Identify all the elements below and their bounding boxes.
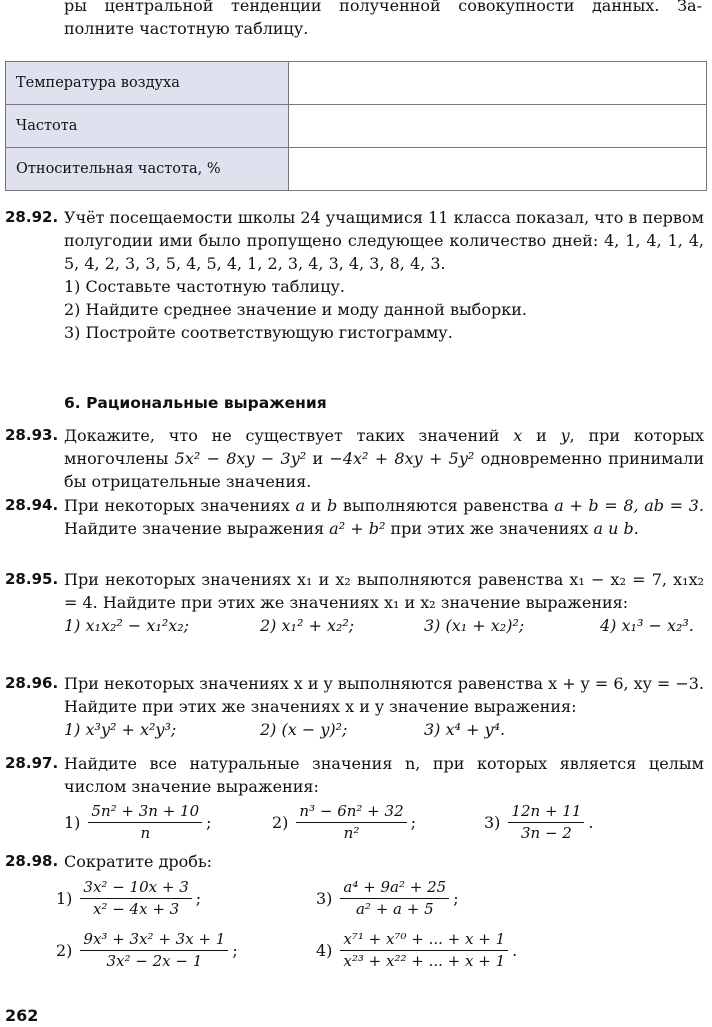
problem-number: 28.92. [5, 208, 59, 226]
problem-number: 28.95. [5, 570, 59, 588]
section-title: 6. Рациональные выражения [64, 394, 327, 412]
fraction-item: 4) $\frac{\text{x⁷¹ + x⁷⁰ + ... + x + 1}}{\text{x²³ + x²² + ... + x + 1}}$ . [316, 930, 518, 970]
problem-number: 28.97. [5, 754, 59, 772]
table-cell-empty [289, 148, 707, 191]
option: 2) (x − y)²; [260, 720, 348, 739]
problem-28-92 [5, 206, 704, 344]
fraction: $\frac{\text{5n² + 3n + 10}}{n}$ [88, 801, 202, 844]
fraction: $\frac{\text{n³ − 6n² + 32}}{\text{n²}}$ [296, 801, 406, 844]
problem-number: 28.93. [5, 426, 59, 444]
fraction: $\frac{\text{3x² − 10x + 3}}{\text{x² − 4x + 3}}$ [80, 877, 191, 920]
problem-item: 1) Составьте частотную таблицу. [64, 277, 346, 296]
polynomial: −4x² + 8xy + 5y² [329, 449, 475, 468]
option: 2) x₁² + x₂²; [260, 616, 355, 635]
table-row [6, 105, 707, 148]
problem-text: При некоторых значениях x₁ и x₂ выполняются равенства x₁ − x₂ = 7, x₁x₂ = 4. Найдите при этих же значениях x₁ и x₂ значение выражения: [64, 570, 704, 612]
problem-number: 28.94. [5, 496, 59, 514]
option: 4) x₁³ − x₂³. [600, 616, 694, 635]
problem-28-96 [5, 672, 704, 742]
fraction-item: 2) $\frac{\text{n³ − 6n² + 32}}{\text{n²}}$ ; [272, 802, 416, 842]
problem-28-93 [5, 424, 704, 493]
table-row [6, 62, 707, 105]
options-row [64, 718, 704, 742]
intro-text [64, 0, 702, 40]
fraction: $\frac{\text{a⁴ + 9a² + 25}}{\text{a² + a + 5}}$ [340, 877, 449, 920]
fraction: $\frac{\text{9x³ + 3x² + 3x + 1}}{\text{3x² − 2x − 1}}$ [80, 929, 228, 972]
options-row [64, 614, 704, 638]
problem-text: Докажите, что не существует таких значений x и y, при которых многочлены 5x² − 8xy − 3y² и −4x² + 8xy + 5y² одновременно принимали бы отрицательные значения. [64, 426, 704, 491]
option: 3) (x₁ + x₂)²; [424, 616, 525, 635]
problem-text: При некоторых значениях x и y выполняются равенства x + y = 6, xy = −3. Найдите при этих же значениях x и y значение выражения: [64, 674, 704, 716]
intro-line-1: ры центральной тенденции полученной совокупности данных. За- [64, 0, 702, 15]
problem-text: Учёт посещаемости школы 24 учащимися 11 класса показал, что в первом полугодии ими было пропущено следующее количество дней: 4, 1, 4, 1, 4, 5, 4, 2, 3, 3, 5, 4, 5, 4, 1, 2, 3, 4, 3, 4, 3, 8, 4, 3. [64, 208, 704, 273]
fractions-row [64, 798, 704, 850]
problem-item: 3) Постройте соответствующую гистограмму. [64, 323, 453, 342]
intro-line-2: полните частотную таблицу. [64, 19, 309, 38]
fraction: $\frac{\text{x⁷¹ + x⁷⁰ + ... + x + 1}}{\text{x²³ + x²² + ... + x + 1}}$ [340, 929, 508, 972]
table-row [6, 148, 707, 191]
problem-number: 28.96. [5, 674, 59, 692]
problem-text: При некоторых значениях a и b выполняются равенства a + b = 8, ab = 3. Найдите значение выражения a² + b² при этих же значениях a и b. [64, 496, 704, 538]
table-cell-empty [289, 62, 707, 105]
fractions-grid [56, 873, 704, 983]
table-row-label: Частота [6, 105, 289, 148]
option: 1) x₁x₂² − x₁²x₂; [64, 616, 190, 635]
problem-text: Найдите все натуральные значения n, при которых является целым числом значение выражения: [64, 754, 704, 796]
problem-item: 2) Найдите среднее значение и моду данной выборки. [64, 300, 527, 319]
fraction-item: 2) $\frac{\text{9x³ + 3x² + 3x + 1}}{\text{3x² − 2x − 1}}$ ; [56, 930, 238, 970]
option: 1) x³y² + x²y³; [64, 720, 177, 739]
problem-28-94 [5, 494, 704, 540]
frequency-table [5, 61, 707, 191]
problem-28-97 [5, 752, 704, 850]
problem-28-95 [5, 568, 704, 638]
problem-number: 28.98. [5, 852, 59, 870]
option: 3) x⁴ + y⁴. [424, 720, 506, 739]
page-number: 262 [5, 1006, 39, 1025]
fraction-item: 3) $\frac{12n + 11}{3n - 2}$ . [484, 802, 594, 842]
table-cell-empty [289, 105, 707, 148]
fraction: $\frac{12n + 11}{3n - 2}$ [508, 801, 584, 844]
problem-text: Сократите дробь: [64, 852, 213, 871]
table-row-label: Относительная частота, % [6, 148, 289, 191]
fraction-item: 1) $\frac{\text{3x² − 10x + 3}}{\text{x² − 4x + 3}}$ ; [56, 878, 202, 918]
fraction-item: 3) $\frac{\text{a⁴ + 9a² + 25}}{\text{a² + a + 5}}$ ; [316, 878, 459, 918]
problem-28-98 [5, 850, 704, 983]
fraction-item: 1) $\frac{\text{5n² + 3n + 10}}{n}$ ; [64, 802, 212, 842]
table-row-label: Температура воздуха [6, 62, 289, 105]
polynomial: 5x² − 8xy − 3y² [174, 449, 307, 468]
